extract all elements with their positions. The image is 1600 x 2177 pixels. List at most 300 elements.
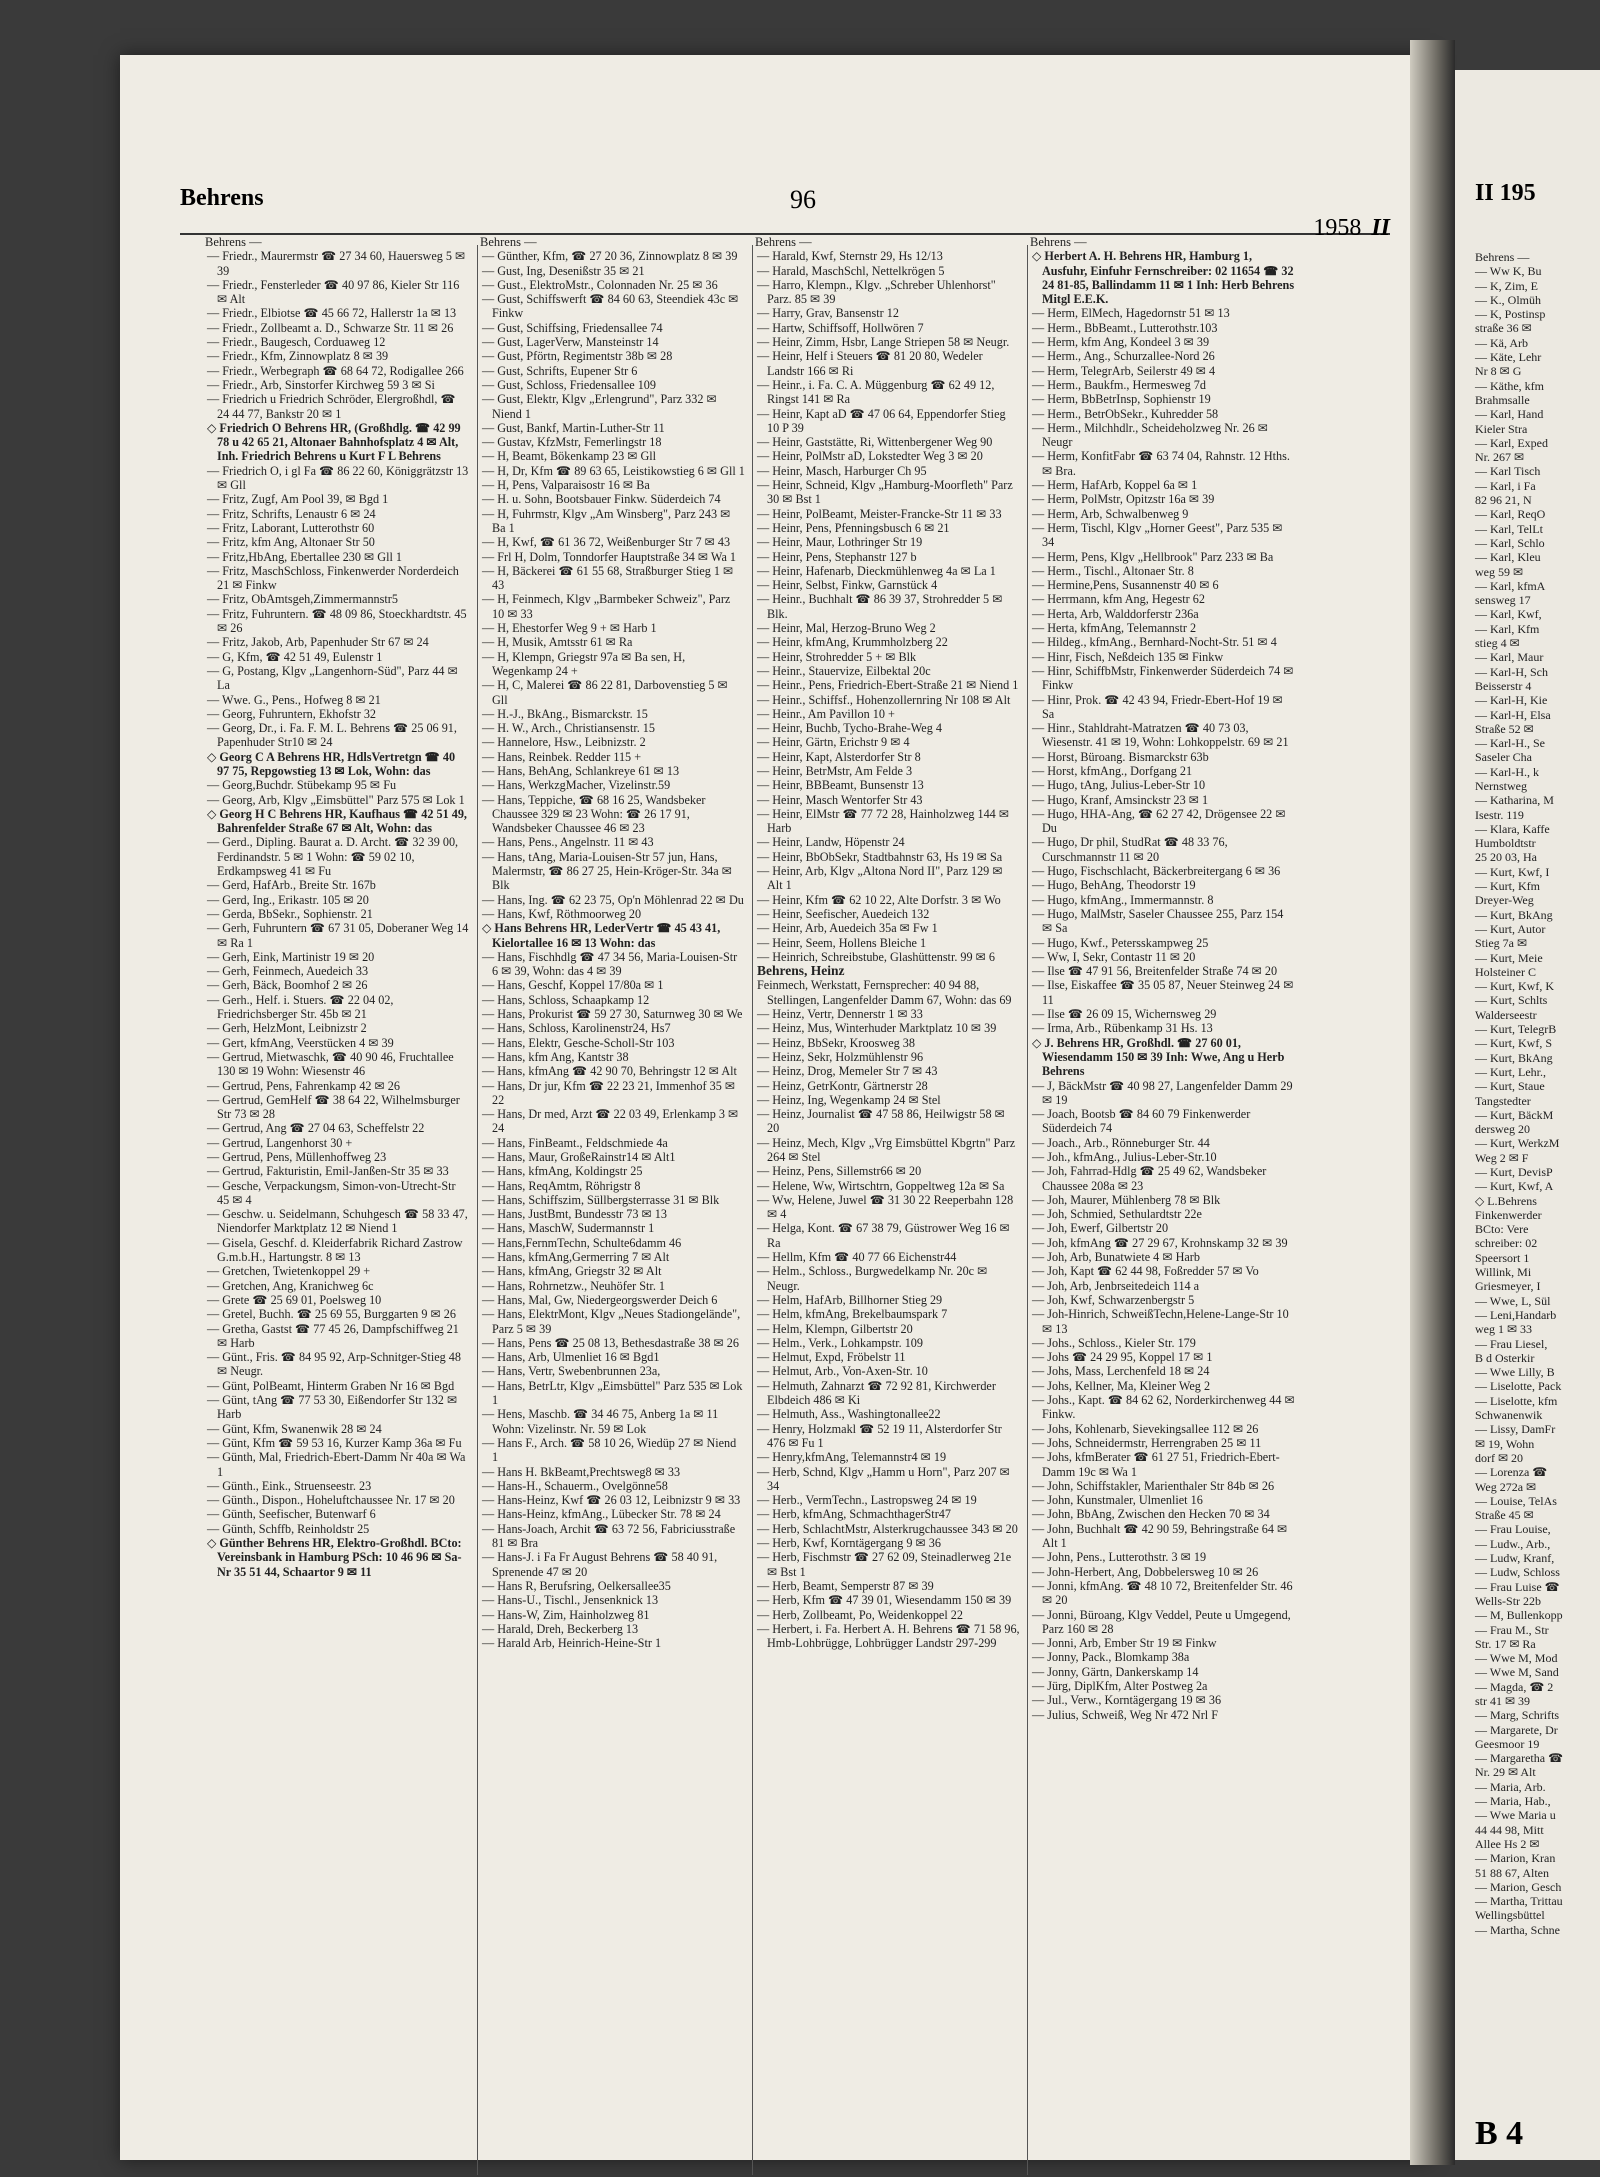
directory-entry-fragment: — K., Olmüh [1475,292,1541,307]
directory-entry: — Gertrud, Pens, Müllenhoffweg 23 [207,1150,387,1164]
directory-entry: — Harald, Dreh, Beckerberg 13 [482,1621,639,1636]
directory-entry: — H, Pens, Valparaisostr 16 ✉ Ba [482,478,650,493]
directory-entry: — Heinz, Vertr, Dennerstr 1 ✉ 33 [757,1007,923,1022]
year: 1958 [1313,215,1362,241]
directory-entry: — Hans, Dr med, Arzt ☎ 22 03 49, Erlenkamp 3 ✉ 24 [482,1107,739,1136]
directory-entry: — Heinr, Kfm ☎ 62 10 22, Alte Dorfstr. 3 ✉ Wo [757,892,1001,907]
directory-entry: — Joh, Kapt ☎ 62 44 98, Foßredder 57 ✉ Vo [1032,1264,1259,1279]
directory-entry: — H, Kwf, ☎ 61 36 72, Weißenburger Str 7 ✉ 43 [482,535,731,550]
directory-entry: — Hugo, BehAng, Theodorstr 19 [1032,878,1196,893]
directory-entry: — Hermine,Pens, Susannenstr 40 ✉ 6 [1032,578,1219,593]
directory-entry: — Hinr, Fisch, Neßdeich 135 ✉ Finkw [1032,649,1224,664]
directory-entry: — Hans, Dr jur, Kfm ☎ 22 23 21, Immenhof 35 ✉ 22 [482,1078,736,1107]
directory-entry: — Hans, Fischhdlg ☎ 47 34 56, Maria-Louisen-Str 6 ✉ 39, Wohn: das 4 ✉ 39 [482,949,738,979]
directory-entry: — Hans, Rohrnetzw., Neuhöfer Str. 1 [482,1278,666,1293]
directory-entry: ◇ Georg C A Behrens HR, HdlsVertretgn ☎ 40 97 75, Repgowstieg 13 ✉ Lok, Wohn: das [207,749,456,778]
directory-entry: — Helmut, Arb., Von-Axen-Str. 10 [757,1364,928,1379]
directory-entry: — Hugo, Dr phil, StudRat ☎ 48 33 76, Curschmannstr 11 ✉ 20 [1032,835,1228,864]
directory-entry-fragment: — Karl-H, Kie [1475,693,1548,708]
directory-entry: ◇ Friedrich O Behrens HR, (Großhdlg. ☎ 42 99 78 u 42 65 21, Altonaer Bahnhofsplatz 4 ✉ Alt, Inh. Friedrich Behrens u Kurt F L Behrens [207,420,461,464]
directory-entry: — Gust, Schrifts, Eupener Str 6 [482,363,638,378]
directory-entry: — Hans, Arb, Ulmenliet 16 ✉ Bgd1 [482,1350,660,1365]
directory-entry: — Heinr., Stauervize, Eilbektal 20c [757,663,931,678]
directory-entry: — Johs, Schneidermstr, Herrengraben 25 ✉ 11 [1032,1435,1262,1450]
directory-entry-fragment: Weg 272a ✉ [1475,1479,1537,1494]
directory-entry: — Hans, Pens., Angelnstr. 11 ✉ 43 [482,835,654,850]
directory-entry: — Herm., BbBeamt., Lutterothstr.103 [1032,320,1218,335]
directory-entry: — Hans, JustBmt, Bundesstr 73 ✉ 13 [482,1207,667,1222]
directory-entry: — Herm, Tischl, Klgv „Horner Geest", Parz 535 ✉ 34 [1032,520,1283,550]
directory-entry-fragment: — Kurt, DevisP [1475,1165,1553,1179]
directory-entry: — Ilse, Eiskaffee ☎ 35 05 87, Neuer Steinweg 24 ✉ 11 [1032,978,1294,1007]
directory-entry: — Gustav, KfzMstr, Femerlingstr 18 [482,435,662,450]
directory-entry: — Herrmann, kfm Ang, Hegestr 62 [1032,592,1205,607]
directory-entry-fragment: — Karl, Kfm [1475,621,1540,636]
directory-entry-fragment: Straße 52 ✉ [1475,721,1534,736]
directory-entry: — Hans, kfm Ang, Kantstr 38 [482,1049,629,1064]
directory-entry: — Johs, Mass, Lerchenfeld 18 ✉ 24 [1032,1364,1210,1379]
directory-entry: — Jonni, Büroang, Klgv Veddel, Peute u Umgegend, Parz 160 ✉ 28 [1032,1607,1291,1636]
directory-entry: — Johs., Schloss., Kieler Str. 179 [1032,1335,1196,1350]
directory-entry: — Gesche, Verpackungsm, Simon-von-Utrecht-Str 45 ✉ 4 [207,1178,456,1207]
directory-entry-fragment: 25 20 03, Ha [1475,850,1537,865]
directory-entry: — Hans, kfmAng ☎ 42 90 70, Behringstr 12 ✉ Alt [482,1064,737,1079]
directory-entry-fragment: Wells-Str 22b [1475,1593,1542,1608]
directory-entry: — John, Schiffstakler, Marienthaler Str 84b ✉ 26 [1032,1478,1275,1493]
directory-entry: — Joh, Maurer, Mühlenberg 78 ✉ Blk [1032,1192,1221,1207]
directory-entry: — H, Feinmech, Klgv „Barmbeker Schweiz", Parz 10 ✉ 33 [482,592,731,621]
directory-entry: — Horst, Büroang. Bismarckstr 63b [1032,749,1209,764]
directory-entry-fragment: — Wwe M, Mod [1475,1651,1558,1666]
directory-entry-fragment: Geesmoor 19 [1475,1736,1540,1751]
directory-entry: — John-Herbert, Ang, Dobbelersweg 10 ✉ 26 [1032,1564,1259,1579]
directory-entry: — Herm, TelegrArb, Seilerstr 49 ✉ 4 [1032,363,1216,378]
directory-entry-fragment: — Käthe, kfm [1475,378,1544,393]
directory-entry: — Joh, Arb, Jenbrseitedeich 114 a [1032,1278,1200,1293]
directory-entry: — Joach., Arb., Rönneburger Str. 44 [1032,1135,1210,1150]
directory-entry-fragment: — Kurt, BäckM [1475,1107,1554,1122]
directory-entry: — Helm., Schloss., Burgwedelkamp Nr. 20c ✉ Neugr. [757,1264,988,1293]
directory-entry-fragment: — Wwe M, Sand [1475,1665,1559,1680]
directory-entry-fragment: sensweg 17 [1475,593,1531,608]
directory-entry: — Hens, Maschb. ☎ 34 46 75, Anberg 1a ✉ 11 Wohn: Vizelinstr. Nr. 59 ✉ Lok [482,1407,719,1436]
directory-entry-fragment: — Leni,Handarb [1475,1307,1557,1322]
directory-entry-fragment: — Karl, Kwf, [1475,607,1542,622]
directory-entry: — Gerh, HelzMont, Leibnizstr 2 [207,1021,367,1036]
directory-entry: — Harro, Klempn., Klgv. „Schreber Uhlenhorst" Parz. 85 ✉ 39 [757,277,996,307]
directory-entry: — Gertrud, Langenhorst 30 + [207,1135,353,1150]
directory-entry-fragment: Nernstweg [1475,778,1527,793]
directory-entry: — Georg, Dr., i. Fa. F. M. L. Behrens ☎ 25 06 91, Papenhuder Str10 ✉ 24 [207,721,457,750]
directory-entry: — Geschw. u. Seidelmann, Schuhgesch ☎ 58 33 47, Niendorfer Marktplatz 12 ✉ Niend 1 [207,1207,468,1236]
directory-entry-fragment: — Maria, Arb. [1475,1779,1546,1794]
directory-entry-fragment: 82 96 21, N [1475,493,1532,508]
directory-entry-fragment: — Ludw., Arb., [1475,1536,1551,1551]
directory-entry: — H, Beamt, Bökenkamp 23 ✉ Gll [482,449,657,464]
directory-entry: — Hans, kfmAng,Germerring 7 ✉ Alt [482,1250,670,1265]
directory-entry-fragment: Nr. 29 ✉ Alt [1475,1765,1536,1780]
directory-entry-fragment: Finkenwerder [1475,1207,1542,1222]
directory-entry: ◇ Günther Behrens HR, Elektro-Großhdl. BCto: Vereinsbank in Hamburg PSch: 10 46 96 ✉ Sa-Nr 35 51 44, Schaartor 9 ✉ 11 [207,1536,462,1579]
directory-entry: — Heinz, GetrKontr, Gärtnerstr 28 [757,1078,928,1093]
directory-entry: — Hans, Schloss, Schaapkamp 12 [482,992,650,1007]
directory-entry-fragment: — Marg, Schrifts [1475,1708,1560,1723]
directory-entry: — Hellm, Kfm ☎ 40 77 66 Eichenstr44 [757,1250,957,1265]
directory-entry: — Herm, Arb, Schwalbenweg 9 [1032,506,1189,521]
directory-entry: — Heinr, BBBeamt, Bunsenstr 13 [757,778,924,793]
directory-entry: — Grete ☎ 25 69 01, Poelsweg 10 [207,1292,382,1307]
directory-entry-fragment: Humboldtstr [1475,836,1536,851]
directory-entry: — Gust, Schiffswerft ☎ 84 60 63, Steendiek 43c ✉ Finkw [482,292,739,321]
directory-entry: — Harry, Grav, Bansenstr 12 [757,306,899,321]
directory-entry: — Hans, Teppiche, ☎ 68 16 25, Wandsbeker Chaussee 329 ✉ 23 Wohn: ☎ 26 17 91, Wandsbeker Chaussee 46 ✉ 23 [482,792,706,836]
directory-entry: — Friedr., Baugesch, Corduaweg 12 [207,335,386,350]
directory-entry-fragment: — Kurt, Kwf, A [1475,1179,1554,1194]
directory-entry: — Wwe. G., Pens., Hofweg 8 ✉ 21 [207,692,381,707]
directory-entry: — Hans, Schloss, Karolinenstr24, Hs7 [482,1021,671,1036]
directory-entry-fragment: — Ludw, Schloss [1475,1565,1560,1580]
directory-entry: — Jonni, kfmAng. ☎ 48 10 72, Breitenfelder Str. 46 ✉ 20 [1032,1578,1293,1608]
directory-entry: — Horst, kfmAng., Dorfgang 21 [1032,763,1193,778]
directory-entry: — Günt, Kfm, Swanenwik 28 ✉ 24 [207,1421,382,1436]
directory-entry-fragment: Straße 45 ✉ [1475,1508,1534,1523]
directory-entry-fragment: ✉ 19, Wohn [1475,1436,1535,1451]
directory-entry: — Hans, Prokurist ☎ 59 27 30, Saturnweg 30 ✉ We [482,1007,743,1022]
directory-entry: — Hans-Joach, Archit ☎ 63 72 56, Fabriciusstraße 81 ✉ Bra [482,1521,736,1551]
directory-entry-fragment: — Karl, Schlo [1475,535,1545,550]
column-head: Behrens — [205,235,262,249]
directory-entry-fragment: Speersort 1 [1475,1250,1530,1265]
directory-page [120,55,1430,2160]
directory-entry: — Hans, kfmAng, Griegstr 32 ✉ Alt [482,1264,662,1279]
directory-entry: — Gerh., Helf. i. Stuers. ☎ 22 04 02, Friedrichsberger Str. 45b ✉ 21 [207,992,394,1022]
directory-entry: — Hans-J. i Fa Fr August Behrens ☎ 58 40 91, Sprenende 47 ✉ 20 [482,1550,718,1579]
directory-entry: — Joh., kfmAng., Julius-Leber-Str.10 [1032,1150,1217,1164]
directory-entry: — Heinr, Hafenarb, Dieckmühlenweg 4a ✉ La 1 [757,563,996,578]
directory-entry: — Gerda, BbSekr., Sophienstr. 21 [207,906,373,921]
directory-entry: — Heinz, Drog, Memeler Str 7 ✉ 43 [757,1064,938,1079]
directory-entry-fragment: — Margaretha ☎ [1475,1751,1564,1766]
directory-entry: — Heinr, Gärtn, Erichstr 9 ✉ 4 [757,735,910,750]
directory-entry-fragment: Willink, Mi [1475,1265,1532,1280]
directory-entry: — Heinz, Pens, Sillemstr66 ✉ 20 [757,1164,922,1179]
directory-entry: — Heinr., Schiffsf., Hohenzollernring Nr 108 ✉ Alt [757,692,1011,707]
column-head: Behrens — [1030,235,1087,249]
directory-entry-fragment: Behrens — [1475,250,1530,264]
directory-entry-fragment: — K, Zim, E [1475,278,1538,293]
directory-entry-fragment: ◇ L.Behrens [1475,1193,1537,1208]
directory-entry: — Friedr., Werbegraph ☎ 68 64 72, Rodigallee 266 [207,363,464,378]
directory-entry-fragment: — Karl, i Fa [1475,478,1536,493]
directory-entry: — Heinr., Am Pavillon 10 + [757,706,895,721]
directory-entry-fragment: — Ludw, Kranf, [1475,1551,1555,1566]
directory-entry: — John, Kunstmaler, Ulmenliet 16 [1032,1493,1203,1508]
directory-entry: — Gerd, HafArb., Breite Str. 167b [207,878,376,893]
directory-entry-fragment: schreiber: 02 [1475,1236,1538,1251]
directory-column-2 [480,235,745,1722]
directory-entry: — Fritz, Jakob, Arb, Papenhuder Str 67 ✉ 24 [207,635,429,650]
directory-entry: — Jürg, DiplKfm, Alter Postweg 2a [1032,1678,1208,1693]
directory-entry: — Johs, Kohlenarb, Sievekingsallee 112 ✉ 26 [1032,1421,1259,1436]
directory-entry: — Hannelore, Hsw., Leibnizstr. 2 [482,735,646,750]
directory-entry: — Hans-H., Schauerm., Ovelgönne58 [482,1478,668,1493]
directory-entry-fragment: — Wwe Maria u [1475,1808,1556,1823]
directory-entry-fragment: — Louise, TelAs [1475,1493,1557,1508]
directory-entry: — Heinrich, Schreibstube, Glashüttenstr. 99 ✉ 6 [757,949,996,964]
directory-entry: — Friedr., Fensterleder ☎ 40 97 86, Kieler Str 116 ✉ Alt [207,277,460,307]
directory-entry-fragment: — Karl Tisch [1475,464,1541,479]
directory-entry: — Heinr, Strohredder 5 + ✉ Blk [757,649,917,664]
directory-entry-fragment: Wellingsbüttel [1475,1908,1545,1923]
column-head: Behrens — [480,235,537,249]
directory-entry-fragment: — Ww K, Bu [1475,264,1542,279]
directory-entry: — Jonny, Gärtn, Dankerskamp 14 [1032,1664,1199,1679]
directory-entry: — Herb, Kwf, Korntägergang 9 ✉ 36 [757,1536,941,1551]
directory-entry-fragment: — Liselotte, kfm [1475,1393,1558,1408]
directory-entry-fragment: Tangstedter [1475,1093,1531,1108]
directory-entry: ◇ Hans Behrens HR, LederVertr ☎ 45 43 41, Kielortallee 16 ✉ 13 Wohn: das [482,921,721,950]
directory-entry: — Heinz, Ing, Wegenkamp 24 ✉ Stel [757,1092,941,1107]
directory-entry-fragment: Griesmeyer, I [1475,1279,1541,1294]
directory-entry: — H.-J., BkAng., Bismarckstr. 15 [482,706,648,721]
directory-entry: — Herbert, i. Fa. Herbert A. H. Behrens ☎ 71 58 96, Hmb-Lohbrügge, Lohbrügger Landstr 297-299 [757,1621,1020,1651]
directory-entry-fragment: — Wwe, L, Sül [1475,1293,1551,1308]
directory-entry: — Hans, Ing. ☎ 62 23 75, Op'n Möhlenrad 22 ✉ Du [482,892,744,907]
directory-entry-fragment: — Karl, TelLt [1475,521,1543,536]
directory-entry: — Heinr, BbObSekr, Stadtbahnstr 63, Hs 19 ✉ Sa [757,849,1003,864]
directory-entry: — Fritz, Zugf, Am Pool 39, ✉ Bgd 1 [207,492,389,507]
directory-entry-fragment: — Käte, Lehr [1475,350,1542,365]
directory-entry: — Heinz, Mech, Klgv „Vrg Eimsbüttel Kbgrtn" Parz 264 ✉ Stel [757,1135,1016,1164]
directory-entry: — Jonny, Pack., Blomkamp 38a [1032,1650,1190,1665]
directory-entry: — H. W., Arch., Christiansenstr. 15 [482,721,655,736]
directory-entry: — Hans, Mal, Gw, Niedergeorgswerder Deich 6 [482,1292,718,1307]
directory-entry: — Günt, tAng ☎ 77 53 30, Eißendorfer Str 132 ✉ Harb [207,1393,458,1422]
directory-entry: ◇ J. Behrens HR, Großhdl. ☎ 27 60 01, Wiesendamm 150 ✉ 39 Inh: Wwe, Ang u Herb Behrens [1032,1035,1285,1079]
directory-entry-fragment: — K, Postinsp [1475,307,1546,322]
directory-entry: — Hans, ReqAmtm, Röhrigstr 8 [482,1178,641,1193]
directory-entry: — Friedr., Zollbeamt a. D., Schwarze Str. 11 ✉ 26 [207,320,454,335]
directory-entry-fragment: — Klara, Kaffe [1475,821,1550,836]
directory-entry: ◇ Georg H C Behrens HR, Kaufhaus ☎ 42 51 49, Bahrenfelder Straße 67 ✉ Alt, Wohn: das [207,806,467,836]
directory-entry: — Fritz, Laborant, Lutterothstr 60 [207,520,375,535]
directory-entry: — Gisela, Geschf. d. Kleiderfabrik Richard Zastrow G.m.b.H., Hartungstr. 8 ✉ 13 [207,1235,463,1265]
directory-entry-fragment: — Maria, Hab., [1475,1794,1551,1809]
directory-entry-fragment: Beisserstr 4 [1475,678,1532,693]
directory-entry: — H, Klempn, Griegstr 97a ✉ Ba sen, H, Wegenkamp 24 + [482,649,686,678]
directory-entry: — Johs., Kapt. ☎ 84 62 62, Norderkirchenweg 44 ✉ Finkw. [1032,1393,1295,1422]
directory-entry: — Ilse ☎ 47 91 56, Breitenfelder Straße 74 ✉ 20 [1032,964,1278,979]
directory-entry-fragment: — Karl, Hand [1475,407,1544,422]
directory-entry: — Günther, Kfm, ☎ 27 20 36, Zinnowplatz 8 ✉ 39 [482,249,738,264]
directory-entry: — Hugo, kfmAng., Immermannstr. 8 [1032,892,1214,907]
directory-entry: — Hans, Reinbek. Redder 115 + [482,749,642,764]
directory-column-1 [205,235,470,1722]
directory-entry: — Helmuth, Ass., Washingtonallee22 [757,1407,941,1422]
directory-entry: — Herm, BbBetrInsp, Sophienstr 19 [1032,392,1211,407]
directory-entry: — Fritz, kfm Ang, Altonaer Str 50 [207,535,375,550]
directory-entry-fragment: weg 59 ✉ [1475,564,1524,579]
directory-entry: — Heinr, Gaststätte, Ri, Wittenbergener Weg 90 [757,435,993,450]
directory-entry: — Hans-W, Zim, Hainholzweg 81 [482,1607,650,1622]
directory-entry: — Harald, MaschSchl, Nettelkrögen 5 [757,263,945,278]
directory-entry-fragment: — Karl, Exped [1475,435,1548,450]
directory-entry: — Herb, Schnd, Klgv „Hamm u Horn", Parz 207 ✉ 34 [757,1464,1010,1493]
directory-entry: — Gerh, Bäck, Boomhof 2 ✉ 26 [207,978,368,993]
directory-entry-fragment: Schwanenwik [1475,1408,1543,1423]
directory-entry: — Hugo, MalMstr, Saseler Chaussee 255, Parz 154 ✉ Sa [1032,906,1284,936]
directory-entry: — Joh, Fahrrad-Hdlg ☎ 25 49 62, Wandsbeker Chaussee 208a ✉ 23 [1032,1164,1267,1193]
directory-entry: — Heinr, Kapt, Alsterdorfer Str 8 [757,749,921,764]
directory-entry: — Helmuth, Zahnarzt ☎ 72 92 81, Kirchwerder Elbdeich 486 ✉ Ki [757,1378,996,1408]
directory-entry: — Hans-Heinz, Kwf ☎ 26 03 12, Leibnizstr 9 ✉ 33 [482,1493,741,1508]
directory-entry-fragment: — Marion, Kran [1475,1851,1556,1866]
directory-entry-fragment: dersweg 20 [1475,1122,1530,1137]
directory-entry: — H, Musik, Amtsstr 61 ✉ Ra [482,635,633,650]
directory-entry: — Helm, kfmAng, Brekelbaumspark 7 [757,1307,948,1322]
directory-entry: — Hugo, tAng, Julius-Leber-Str 10 [1032,778,1206,793]
directory-entry-fragment: — Karl-H, Sch [1475,664,1548,679]
directory-entry: — John, BbAng, Zwischen den Hecken 70 ✉ 34 [1032,1507,1270,1522]
directory-entry: — Gertrud, Ang ☎ 27 04 63, Scheffelstr 22 [207,1121,425,1136]
directory-entry-fragment: — Frau M., Str [1475,1622,1549,1637]
directory-entry-fragment: — Magda, ☎ 2 [1475,1679,1554,1694]
directory-entry: — Herm., Ang., Schurzallee-Nord 26 [1032,349,1215,364]
directory-entry: — Heinr, Landw, Höpenstr 24 [757,835,905,850]
directory-entry-fragment: — Kurt, Schlts [1475,993,1548,1008]
directory-entry: — Hugo, Kwf., Petersskampweg 25 [1032,935,1209,950]
directory-entry: — Heinr., i. Fa. C. A. Müggenburg ☎ 62 49 12, Ringst 141 ✉ Ra [757,377,995,407]
directory-entry: — Hugo, Fischschlacht, Bäckerbreitergang 6 ✉ 36 [1032,864,1281,879]
directory-entry: — Herm, ElMech, Hagedornstr 51 ✉ 13 [1032,306,1230,321]
directory-entry-fragment: — Kurt, Lehr., [1475,1064,1546,1079]
directory-entry: — Helm, Klempn, Gilbertstr 20 [757,1321,913,1336]
directory-entry: — Gust, LagerVerw, Mansteinstr 14 [482,335,659,350]
directory-entry: — Hans F., Arch. ☎ 58 10 26, Wiedüp 27 ✉ Niend 1 [482,1435,737,1465]
directory-entry-fragment: Weg 2 ✉ F [1475,1150,1529,1165]
directory-entry: — Herta, Arb, Walddorferstr 236a [1032,606,1199,621]
directory-entry: — Hans,FernmTechn, Schulte6damm 46 [482,1235,682,1250]
directory-entry: — Hugo, HHA-Ang, ☎ 62 27 42, Drögensee 22 ✉ Du [1032,806,1286,836]
directory-entry-fragment: — Karl, kfmA [1475,578,1546,593]
directory-entry: — Hinr, Prok. ☎ 42 43 94, Friedr-Ebert-Hof 19 ✉ Sa [1032,692,1283,721]
directory-entry: — Herm, kfm Ang, Kondeel 3 ✉ 39 [1032,335,1210,350]
directory-entry: — Hans, Kwf, Röthmoorweg 20 [482,906,642,921]
directory-entry-fragment: — Kä, Arb [1475,335,1528,350]
directory-entry: — Günth, Schffb, Reinholdstr 25 [207,1521,370,1536]
directory-entry-fragment: — Kurt, BkAng [1475,907,1553,922]
directory-entry-fragment: Kieler Stra [1475,421,1528,436]
directory-entry: — Helene, Ww, Wirtschtrn, Goppeltweg 12a ✉ Sa [757,1178,1005,1193]
directory-entry: — Gust, Schloss, Friedensallee 109 [482,377,656,392]
directory-entry: — Hans, WerkzgMacher, Vizelinstr.59 [482,778,671,793]
directory-entry: — Helm, HafArb, Billhorner Stieg 29 [757,1292,943,1307]
directory-entry-fragment: — Marion, Gesch [1475,1879,1562,1894]
directory-entry-fragment: — Kurt, Staue [1475,1079,1545,1094]
directory-entry-fragment: — Karl, ReqO [1475,507,1546,522]
directory-entry: — Herm., Milchhdlr., Scheideholzweg Nr. 26 ✉ Neugr [1032,420,1268,450]
directory-entry: — Herta, kfmAng, Telemannstr 2 [1032,621,1197,636]
directory-entry: — Fritz,HbAng, Ebertallee 230 ✉ Gll 1 [207,549,403,564]
directory-entry: — Friedr., Elbiotse ☎ 45 66 72, Hallerstr 1a ✉ 13 [207,306,457,321]
directory-entry: — Gretha, Gastst ☎ 77 45 26, Dampfschiffweg 21 ✉ Harb [207,1321,459,1350]
directory-entry: — Günt., Fris. ☎ 84 95 92, Arp-Schnitger-Stieg 48 ✉ Neugr. [207,1350,461,1379]
directory-entry: — Ilse ☎ 26 09 15, Wichernsweg 29 [1032,1007,1217,1022]
directory-entry: — Hans, Schiffszim, Süllbergsterrasse 31 ✉ Blk [482,1192,720,1207]
directory-entry: — Gerh, Fuhruntern ☎ 67 31 05, Doberaner Weg 14 ✉ Ra 1 [207,921,469,950]
directory-entry: — Günth., Eink., Struenseestr. 23 [207,1478,372,1493]
directory-entry: — Herb, Zollbeamt, Po, Weidenkoppel 22 [757,1607,963,1622]
directory-entry-fragment: weg 1 ✉ 33 [1475,1322,1533,1337]
directory-entry-fragment: — Frau Liesel, [1475,1336,1548,1351]
running-head-name: Behrens [180,185,264,211]
directory-entry: — Fritz, ObAmtsgeh,Zimmermannstr5 [207,592,398,607]
directory-entry: — J, BäckMstr ☎ 40 98 27, Langenfelder Damm 29 ✉ 19 [1032,1078,1293,1107]
directory-entry-fragment: Nr. 267 ✉ [1475,450,1525,465]
directory-entry: — Friedrich u Friedrich Schröder, Elergroßhdl, ☎ 24 44 77, Bankstr 20 ✉ 1 [207,392,456,421]
directory-entry: — Hans, MaschW, Sudermannstr 1 [482,1221,655,1236]
directory-entry-fragment: — Katharina, M [1475,793,1554,808]
directory-entry: — Heinz, Journalist ☎ 47 58 86, Heilwigstr 58 ✉ 20 [757,1107,1005,1136]
directory-entry-fragment: BCto: Vere [1475,1222,1529,1237]
directory-entry: — Hans, Geschf, Koppel 17/80a ✉ 1 [482,978,664,993]
directory-entry: — Herm, Pens, Klgv „Hellbrook" Parz 233 ✉ Ba [1032,549,1274,564]
directory-entry: — Gerh, Feinmech, Auedeich 33 [207,964,369,979]
directory-entry: — Heinr, Buchb, Tycho-Brahe-Weg 4 [757,721,942,736]
directory-entry-fragment: dorf ✉ 20 [1475,1450,1524,1465]
directory-entry-fragment: Str. 17 ✉ Ra [1475,1636,1536,1651]
directory-entry: — Heinr, Masch, Harburger Ch 95 [757,463,927,478]
directory-entry: — Ww, I, Sekr, Contastr 11 ✉ 20 [1032,949,1196,964]
directory-entry-fragment: — Lorenza ☎ [1475,1465,1548,1480]
directory-entry: — Hans, kfmAng, Koldingstr 25 [482,1164,643,1179]
directory-column-4 [1030,235,1295,1722]
directory-entry-fragment: — Kurt, Kwf, S [1475,1036,1552,1051]
directory-entry: — Heinr, PolMstr aD, Lokstedter Weg 3 ✉ 20 [757,449,983,464]
directory-entry: — Heinr, Helf i Steuers ☎ 81 20 80, Wedeler Landstr 166 ✉ Ri [757,349,983,378]
directory-entry: — Günth, Mal, Friedrich-Ebert-Damm Nr 40a ✉ Wa 1 [207,1450,466,1479]
directory-entry: — Herb, SchlachtMstr, Alsterkrugchaussee 343 ✉ 20 [757,1521,1018,1536]
directory-entry: — Heinz, Mus, Winterhuder Marktplatz 10 ✉ 39 [757,1021,997,1036]
directory-entry: — Georg, Fuhruntern, Ekhofstr 32 [207,706,377,721]
year-volume [1313,215,1390,242]
directory-entry: — Harald, Kwf, Sternstr 29, Hs 12/13 [757,249,943,264]
directory-entry: — Johs, Kellner, Ma, Kleiner Weg 2 [1032,1378,1211,1393]
directory-entry: — Hans-Heinz, kfmAng., Lübecker Str. 78 ✉ 24 [482,1507,721,1522]
directory-entry: — Gert, kfmAng, Veerstücken 4 ✉ 39 [207,1035,394,1050]
directory-entry: — Fritz, MaschSchloss, Finkenwerder Norderdeich 21 ✉ Finkw [207,563,459,593]
directory-entry: — H, Dr, Kfm ☎ 89 63 65, Leistikowstieg 6 ✉ Gll 1 [482,463,745,478]
directory-entry: — Heinr, Arb, Klgv „Altona Nord II", Parz 129 ✉ Alt 1 [757,864,1003,893]
directory-entry-fragment: 51 88 67, Alten [1475,1865,1549,1880]
directory-entry: — Günth., Dispon., Hoheluftchaussee Nr. 17 ✉ 20 [207,1493,455,1508]
directory-entry: — H, Bäckerei ☎ 61 55 68, Straßburger Stieg 1 ✉ 43 [482,563,734,593]
directory-entry: — Joach, Bootsb ☎ 84 60 79 Finkenwerder Süderdeich 74 [1032,1107,1251,1136]
directory-entry: — Gretel, Buchh. ☎ 25 69 55, Burggarten 9 ✉ 26 [207,1307,456,1322]
directory-entry-fragment: — Karl, Kleu [1475,550,1541,565]
directory-entry: — Heinr., Pens, Friedrich-Ebert-Straße 21 ✉ Niend 1 [757,678,1019,693]
directory-entry: — Gust, Ing, Desenißstr 35 ✉ 21 [482,263,645,278]
directory-entry-fragment: Brahmsalle [1475,392,1530,407]
directory-entry-fragment: straße 36 ✉ [1475,321,1532,336]
directory-entry-fragment: — Kurt, TelegrB [1475,1022,1557,1037]
directory-entry: — Gretchen, Twietenkoppel 29 + [207,1264,371,1279]
directory-entry: — Hans H. BkBeamt,Prechtsweg8 ✉ 33 [482,1464,681,1479]
directory-entry-fragment: stieg 4 ✉ [1475,636,1520,651]
directory-entry: — Julius, Schweiß, Weg Nr 472 Nrl F [1032,1707,1219,1722]
directory-entry: ◇ Herbert A. H. Behrens HR, Hamburg 1, Ausfuhr, Einfuhr Fernschreiber: 02 11654 ☎ 32 24 81-85, Ballindamm 11 ✉ 1 Inh: Herb Behrens Mitgl E.E.K. [1032,249,1295,307]
directory-entry-fragment: Saseler Cha [1475,750,1532,765]
